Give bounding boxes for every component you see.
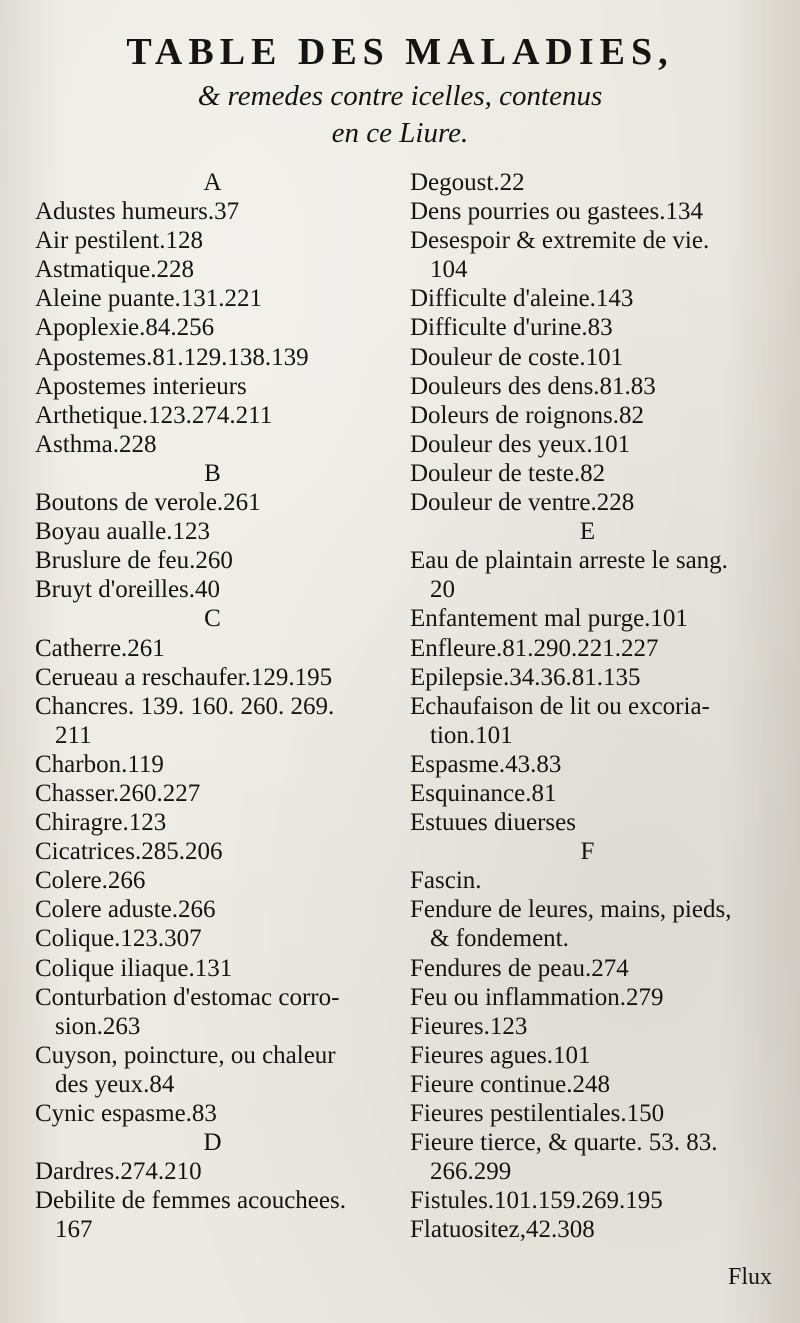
index-entry: Fascin.: [410, 867, 482, 895]
index-entry: Cicatrices.285.206: [35, 838, 223, 866]
index-entry: Enfantement mal purge.101: [410, 605, 688, 633]
index-entry: Estuues diuerses: [410, 809, 576, 837]
index-entry: Fendures de peau.274: [410, 954, 629, 982]
index-entry: Fieures.123: [410, 1012, 528, 1040]
index-entry: Cynic espasme.83: [35, 1100, 217, 1127]
index-entry: Flatuositez,42.308: [410, 1216, 595, 1244]
index-entry: Apostemes.81.129.138.139: [35, 343, 309, 371]
section-letter: F: [580, 838, 595, 866]
index-entry: Cerueau a reschaufer.129.195: [35, 663, 333, 691]
section-letter: B: [204, 459, 221, 487]
index-entry: Difficulte d'aleine.143: [410, 285, 634, 313]
index-entry: Epilepsie.34.36.81.135: [410, 663, 641, 691]
index-column-left: [35, 168, 395, 1244]
index-entry-continuation: des yeux.84: [55, 1070, 175, 1098]
index-entry: Desespoir & extremite de vie.: [410, 227, 710, 255]
index-entry: Apostemes interieurs: [35, 372, 247, 400]
index-entry: Debilite de femmes acouchees.: [35, 1187, 346, 1215]
index-column-right: [410, 168, 770, 1244]
index-entry: Fieures pestilentiales.150: [410, 1100, 665, 1127]
index-entry: Chasser.260.227: [35, 779, 201, 807]
index-entry-continuation: sion.263: [55, 1012, 141, 1040]
index-entry: Dens pourries ou gastees.134: [410, 198, 703, 226]
index-entry: Boyau aualle.123: [35, 518, 210, 546]
index-entry: Douleur des yeux.101: [410, 430, 631, 458]
section-letter: C: [204, 605, 221, 633]
index-entry: Douleur de teste.82: [410, 459, 606, 487]
index-entry: Aleine puante.131.221: [35, 285, 263, 313]
index-entry: Colique.123.307: [35, 925, 202, 953]
index-entry: Cuyson, poincture, ou chaleur: [35, 1041, 336, 1069]
index-entry: Boutons de verole.261: [35, 489, 261, 517]
index-entry-continuation: tion.101: [430, 721, 513, 749]
index-entry: Enfleure.81.290.221.227: [410, 634, 659, 662]
index-entry: Adustes humeurs.37: [35, 198, 240, 226]
index-entry: Douleurs des dens.81.83: [410, 372, 656, 400]
index-entry: Charbon.119: [35, 750, 164, 778]
index-entry: Esquinance.81: [410, 779, 557, 807]
section-letter: D: [203, 1129, 222, 1157]
subtitle-line-2: en ce Liure.: [331, 117, 469, 149]
index-entry: Echaufaison de lit ou excoria-: [410, 692, 710, 720]
index-entry: Colere.266: [35, 867, 146, 895]
index-entry: Bruyt d'oreilles.40: [35, 576, 221, 604]
index-entry: Air pestilent.128: [35, 227, 204, 255]
index-entry: Fistules.101.159.269.195: [410, 1187, 663, 1215]
index-entry-continuation: 211: [55, 721, 92, 749]
index-entry: Catherre.261: [35, 634, 165, 662]
index-entry: Fieure tierce, & quarte. 53. 83.: [410, 1129, 718, 1157]
index-entry: Colique iliaque.131: [35, 954, 233, 982]
page-title: TABLE DES MALADIES,: [126, 31, 674, 73]
index-entry-continuation: 20: [430, 576, 455, 604]
catchword: Flux: [727, 1264, 772, 1290]
index-entry: Fieure continue.248: [410, 1070, 610, 1098]
section-letter: A: [203, 169, 222, 196]
index-entry: Degoust.22: [410, 169, 525, 196]
index-entry: Fendure de leures, mains, pieds,: [410, 896, 732, 924]
index-entry: Chancres. 139. 160. 260. 269.: [35, 692, 335, 720]
index-entry: Apoplexie.84.256: [35, 314, 215, 342]
index-entry: Colere aduste.266: [35, 896, 216, 924]
index-entry: Bruslure de feu.260: [35, 547, 233, 575]
section-letter: E: [579, 518, 596, 546]
index-entry: Arthetique.123.274.211: [35, 401, 273, 429]
index-entry: Fieures agues.101: [410, 1041, 591, 1069]
index-entry: Asthma.228: [35, 430, 157, 458]
index-entry: Feu ou inflammation.279: [410, 983, 664, 1011]
index-entry-continuation: 104: [430, 256, 468, 284]
index-entry: Dardres.274.210: [35, 1158, 202, 1186]
index-entry: Chiragre.123: [35, 809, 167, 837]
index-entry: Difficulte d'urine.83: [410, 314, 613, 342]
index-entry: Douleur de ventre.228: [410, 489, 635, 517]
index-entry-continuation: 167: [55, 1216, 93, 1244]
index-entry: Astmatique.228: [35, 256, 195, 284]
index-entry: Eau de plaintain arreste le sang.: [410, 547, 728, 575]
index-entry-continuation: 266.299: [430, 1158, 512, 1186]
index-entry: Douleur de coste.101: [410, 343, 624, 371]
index-entry: Espasme.43.83: [410, 750, 562, 778]
index-entry-continuation: & fondement.: [430, 925, 569, 953]
index-entry: Conturbation d'estomac corro-: [35, 983, 340, 1011]
subtitle-line-1: & remedes contre icelles, contenus: [197, 80, 603, 112]
index-entry: Doleurs de roignons.82: [410, 401, 644, 429]
